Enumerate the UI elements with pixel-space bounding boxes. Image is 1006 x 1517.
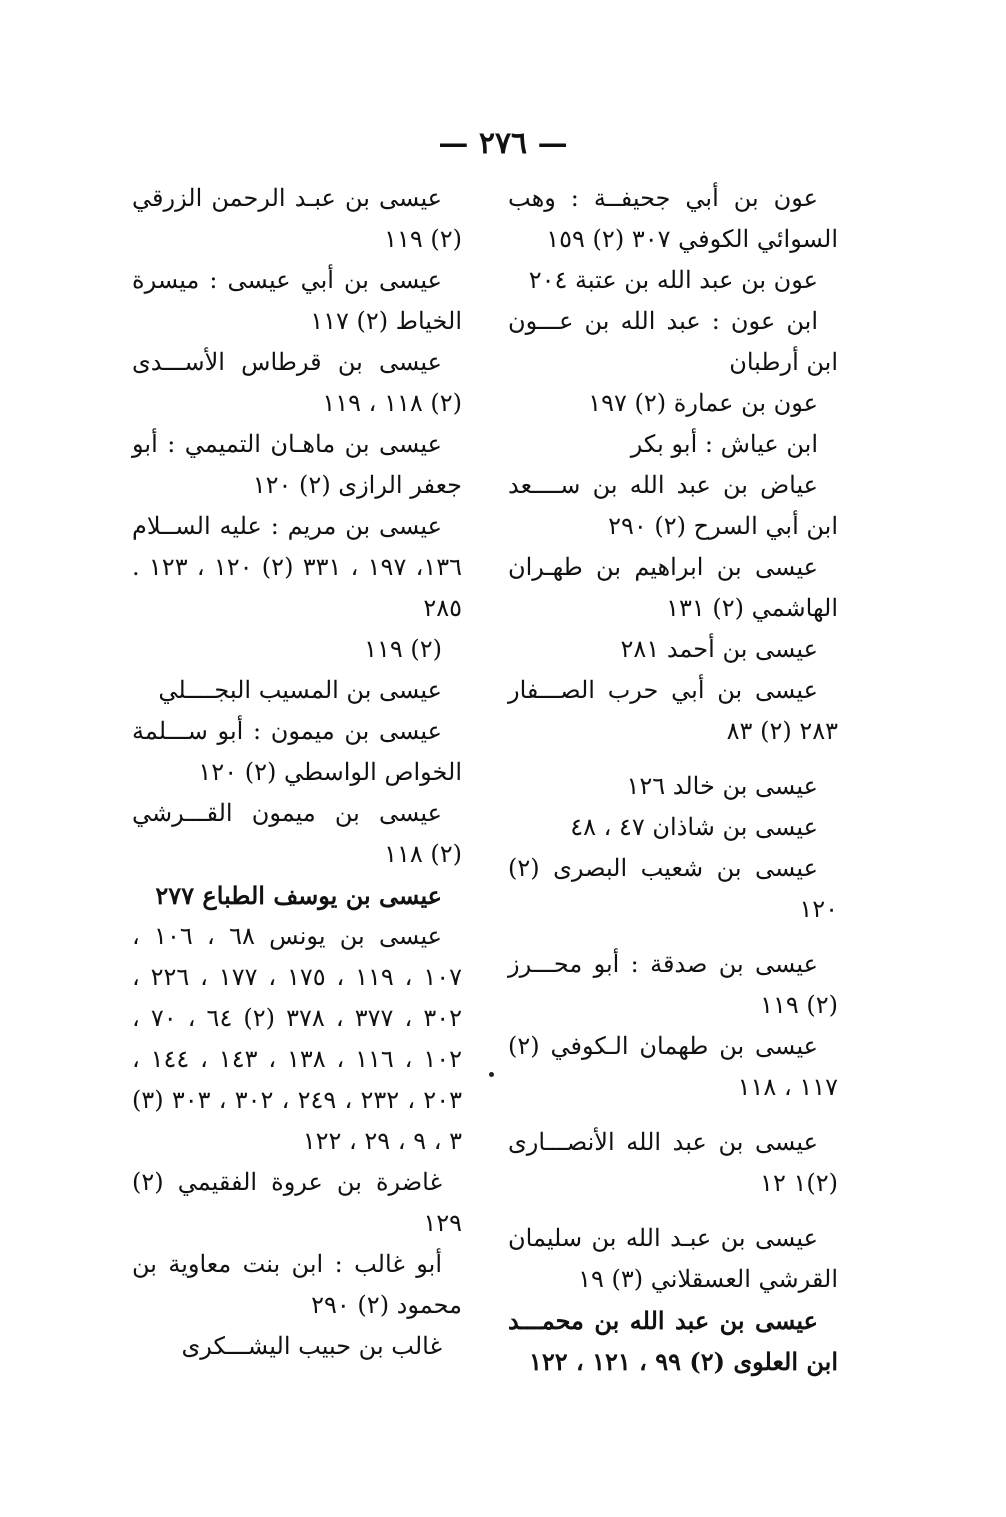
index-entry: عيسى بن ماهـان التميمي : أبو جعفر الرازى (٢) ١٢٠ xyxy=(132,430,462,499)
page-number: — ٢٧٦ — xyxy=(438,126,568,161)
index-entry: عون بن عمارة (٢) ١٩٧ xyxy=(588,389,818,417)
index-entry: عيسى بن عبـد الله بن سليمان القرشي العسقلاني (٣) ١٩ xyxy=(508,1224,838,1293)
stray-dot-mark xyxy=(489,1072,494,1077)
index-entry: غالب بن حبيب اليشـــكرى xyxy=(181,1332,442,1360)
index-entry: (٢) ١١٩ xyxy=(364,635,442,663)
index-entry: أبو غالب : ابن بنت معاوية بن محمود (٢) ٢٩٠ xyxy=(132,1250,462,1319)
index-entry: عيسى بن أحمد ٢٨١ xyxy=(620,635,818,663)
index-entry: عون بن عبد الله بن عتبة ٢٠٤ xyxy=(528,266,818,294)
index-entry: عيسى بن يوسف الطباع ٢٧٧ xyxy=(155,881,442,910)
index-entry: عون بن أبي جحيفــة : وهب السوائي الكوفي ٣٠٧ (٢) ١٥٩ xyxy=(508,184,838,253)
index-entry: عيسى بن شاذان ٤٧ ، ٤٨ xyxy=(570,813,818,841)
index-entry: عيسى بن طهمان الـكوفي (٢) ١١٧ ، ١١٨ xyxy=(508,1032,838,1101)
index-entry: عيسى بن عبد الله الأنصـــارى (٢)١ ١٢ xyxy=(508,1128,838,1197)
index-entry: عيسى بن مريم : عليه الســلام ١٣٦، ١٩٧ ، ٣٣١ (٢) ١٢٠ ، ١٢٣ . ٢٨٥ xyxy=(132,512,463,622)
index-entry: عيسى بن ميمون : أبو ســـلمة الخواص الواسطي (٢) ١٢٠ xyxy=(132,717,462,786)
index-entry: عيسى بن يونس ٦٨ ، ١٠٦ ، ١٠٧ ، ١١٩ ، ١٧٥ ، ١٧٧ ، ٢٢٦ ، ٣٠٢ ، ٣٧٧ ، ٣٧٨ (٢) ٦٤ ، ٧٠ ، ١٠٢ ، ١١٦ ، ١٣٨ ، ١٤٣ ، ١٤٤ ، ٢٠٣ ، ٢٣٢ ، ٢٤٩ ، ٣٠٢ ، ٣٠٣ (٣) ٣ ، ٩ ، ٢٩ ، ١٢٢ xyxy=(132,922,462,1155)
index-entry: عيسى بن ميمون القـــرشي (٢) ١١٨ xyxy=(132,799,462,868)
index-entry: ابن عون : عبد الله بن عـــون ابن أرطبان xyxy=(508,307,838,376)
index-column-right xyxy=(508,178,838,1382)
index-entry: عيسى بن شعيب البصرى (٢) ١٢٠ xyxy=(508,854,838,923)
index-entry: عيسى بن ابراهيم بن طهـران الهاشمي (٢) ١٣١ xyxy=(508,553,838,622)
index-entry: عيسى بن صدقة : أبو محـــرز (٢) ١١٩ xyxy=(508,950,838,1019)
index-entry: عيسى بن قرطاس الأســـدى (٢) ١١٨ ، ١١٩ xyxy=(132,348,462,417)
index-entry: ابن عياش : أبو بكر xyxy=(630,430,818,458)
index-column-left xyxy=(132,178,462,1367)
index-entry: عيسى بن عبـد الرحمن الزرقي (٢) ١١٩ xyxy=(132,184,462,253)
index-entry: غاضرة بن عروة الفقيمي (٢) ١٢٩ xyxy=(132,1168,462,1237)
index-entry: عيسى بن أبي عيسى : ميسرة الخياط (٢) ١١٧ xyxy=(132,266,462,335)
index-entry: عياض بن عبد الله بن ســــعد ابن أبي السرح (٢) ٢٩٠ xyxy=(508,471,838,540)
index-entry: عيسى بن خالد ١٢٦ xyxy=(626,772,818,800)
index-entry: عيسى بن المسيب البجــــلي xyxy=(158,676,442,704)
index-entry: عيسى بن أبي حرب الصـــفار ٢٨٣ (٢) ٨٣ xyxy=(508,676,838,745)
index-entry: عيسى بن عبد الله بن محمـــد ابن العلوى (٢) ٩٩ ، ١٢١ ، ١٢٢ xyxy=(508,1306,838,1376)
